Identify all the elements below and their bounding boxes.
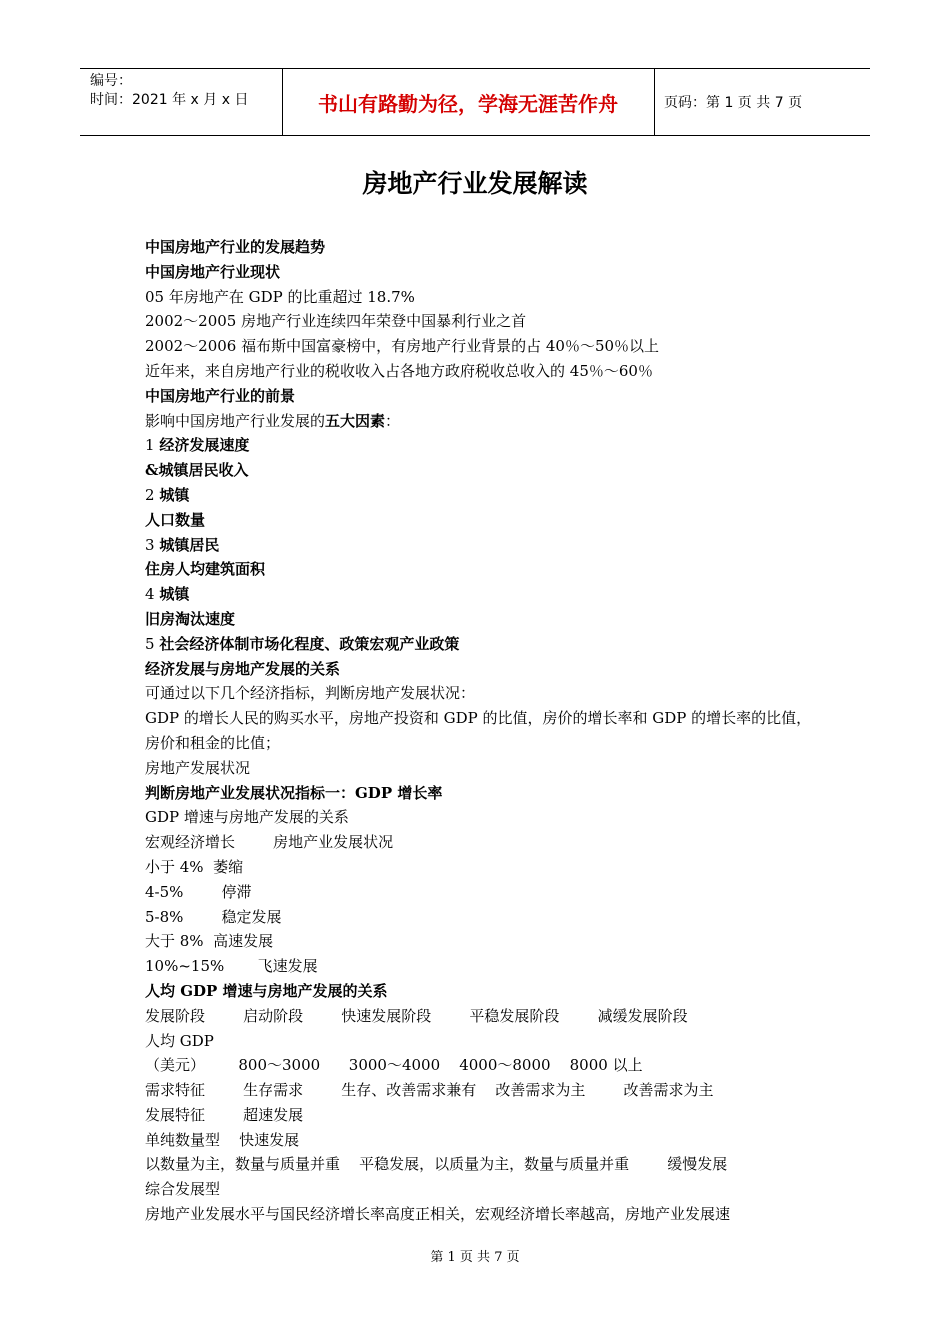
factor-number: 4 [145, 585, 160, 604]
paragraph-line [145, 409, 815, 434]
factor-text: 城镇居民 [159, 535, 220, 554]
table-line: 4-5% 停滞 [145, 882, 252, 901]
table-line: 5-8% 稳定发展 [145, 907, 282, 926]
factor-number: 3 [145, 535, 160, 554]
factor-line: 住房人均建筑面积 [145, 560, 266, 579]
header-page-info: 页码：第 1 页 共 7 页 [664, 95, 803, 111]
paragraph-text: ： [385, 411, 401, 430]
paragraph: GDP 的增长人民的购买水平，房地产投资和 GDP 的比值，房价的增长率和 GDP 的增长率的比值，房价和租金的比值； [145, 709, 812, 752]
emphasis-text: 五大因素 [325, 411, 386, 430]
paragraph-text: 影响中国房地产行业发展的 [145, 411, 326, 430]
table-line: 宏观经济增长 房地产业发展状况 [145, 833, 394, 852]
page-header [80, 68, 870, 136]
table-line: （美元） 800～3000 3000～4000 4000～8000 8000 以上 [145, 1056, 643, 1075]
factor-number: 5 [145, 634, 160, 653]
paragraph-line: 05 年房地产在 GDP 的比重超过 18.7% [145, 287, 415, 306]
section-heading: 人均 GDP 增速与房地产发展的关系 [145, 981, 388, 1000]
factor-line [145, 632, 815, 657]
paragraph-line: 2002～2005 房地产行业连续四年荣登中国暴利行业之首 [145, 312, 527, 331]
factor-text: 城镇 [159, 485, 190, 504]
table-line: 发展阶段 启动阶段 快速发展阶段 平稳发展阶段 减缓发展阶段 [145, 1006, 688, 1025]
table-line: 发展特征 超速发展 [145, 1105, 304, 1124]
section-heading: 经济发展与房地产发展的关系 [145, 659, 341, 678]
factor-number: 2 [145, 485, 160, 504]
factor-line: 人口数量 [145, 510, 206, 529]
table-line: 小于 4% 萎缩 [145, 857, 244, 876]
paragraph-line: 房地产发展状况 [145, 758, 251, 777]
document-body [145, 235, 815, 1227]
table-line: 需求特征 生存需求 生存、改善需求兼有 改善需求为主 改善需求为主 [145, 1081, 714, 1100]
header-meta [90, 72, 248, 110]
factor-line [145, 483, 815, 508]
factor-line [145, 433, 815, 458]
factor-line [145, 533, 815, 558]
paragraph-line: 房地产业发展水平与国民经济增长率高度正相关，宏观经济增长率越高，房地产业发展速 [145, 1205, 731, 1224]
factor-text: 社会经济体制市场化程度、政策宏观产业政策 [159, 634, 460, 653]
header-motto: 书山有路勤为径，学海无涯苦作舟 [318, 91, 618, 116]
factor-line: &城镇居民收入 [145, 461, 249, 480]
section-heading: 中国房地产行业的前景 [145, 386, 296, 405]
paragraph-line: GDP 增速与房地产发展的关系 [145, 808, 349, 827]
paragraph-line: 可通过以下几个经济指标，判断房地产发展状况： [145, 684, 476, 703]
table-line: 以数量为主，数量与质量并重 平稳发展，以质量为主，数量与质量并重 缓慢发展 [145, 1155, 728, 1174]
time-label: 时间：2021 年 x 月 x 日 [90, 92, 249, 108]
section-heading: 中国房地产行业现状 [145, 262, 281, 281]
table-line: 人均 GDP [145, 1031, 214, 1050]
factor-text: 城镇 [159, 585, 190, 604]
section-heading: 判断房地产业发展状况指标一：GDP 增长率 [145, 783, 443, 802]
header-divider [654, 68, 655, 136]
table-line: 10%~15% 飞速发展 [145, 957, 318, 976]
factor-text: 经济发展速度 [159, 436, 250, 455]
document-title: 房地产行业发展解读 [362, 169, 588, 198]
paragraph-line: 近年来，来自房地产行业的税收收入占各地方政府税收总收入的 45％～60％ [145, 361, 653, 380]
section-heading: 中国房地产行业的发展趋势 [145, 238, 326, 256]
factor-number: 1 [145, 436, 160, 455]
factor-line [145, 582, 815, 607]
table-line: 大于 8% 高速发展 [145, 932, 274, 951]
factor-line: 旧房淘汰速度 [145, 609, 236, 628]
table-line: 单纯数量型 快速发展 [145, 1130, 300, 1149]
table-line: 综合发展型 [145, 1180, 221, 1199]
paragraph-line: 2002～2006 福布斯中国富豪榜中，有房地产行业背景的占 40％～50％以上 [145, 337, 660, 356]
number-label: 编号： [90, 73, 132, 89]
page-footer: 第 1 页 共 7 页 [430, 1250, 520, 1265]
